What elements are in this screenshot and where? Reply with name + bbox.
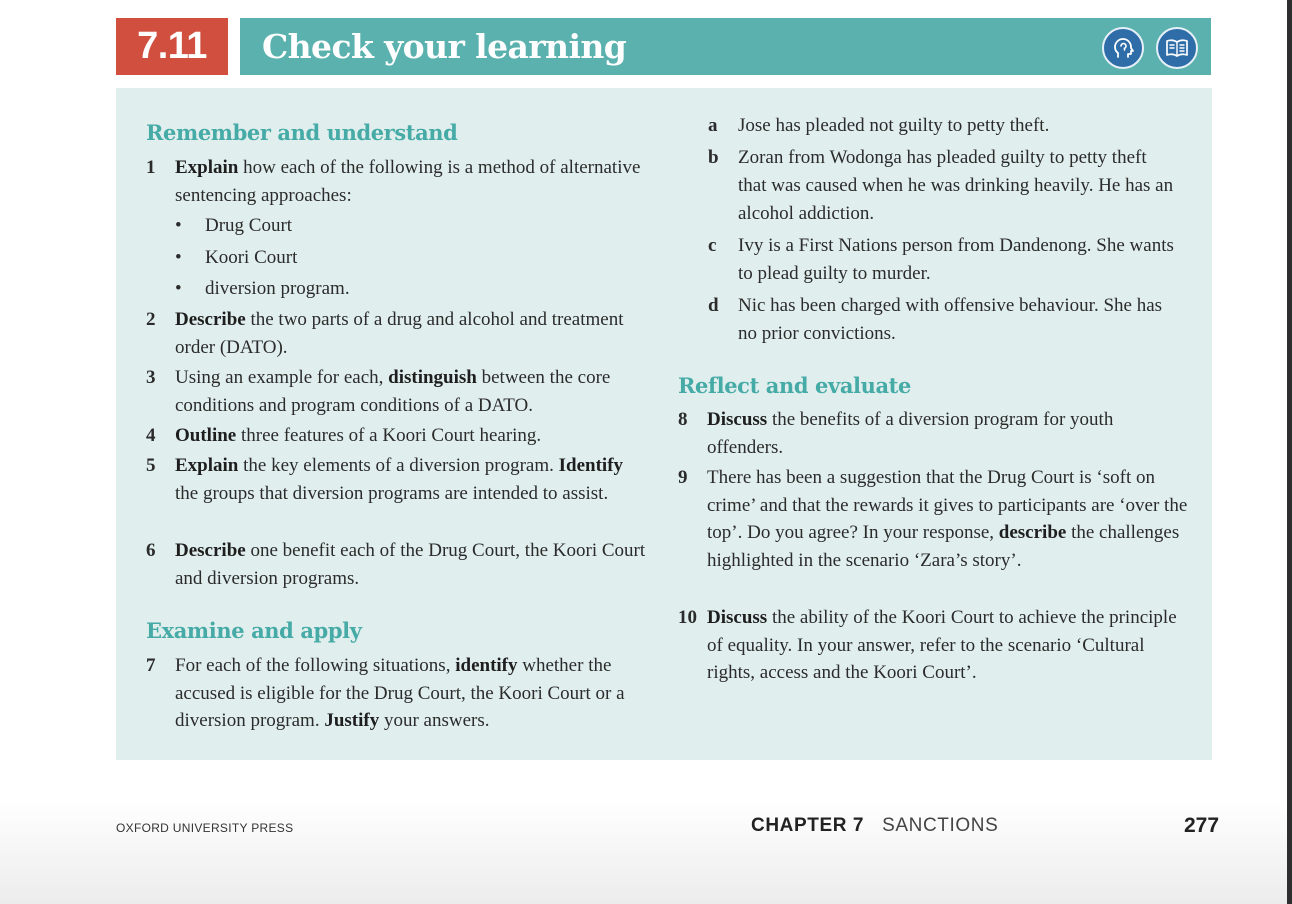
question-number: 5	[146, 455, 156, 476]
option-c	[708, 232, 1178, 288]
heading-reflect: Reflect and evaluate	[678, 373, 911, 398]
option-text: Jose has pleaded not guilty to petty theft.	[738, 115, 1050, 136]
questions-panel	[116, 88, 1212, 760]
bullet-glyph: •	[175, 278, 182, 299]
question-1	[146, 154, 646, 209]
bullet-item	[175, 275, 350, 302]
question-6	[146, 537, 646, 592]
keyword: Justify	[324, 710, 380, 731]
chapter-title: SANCTIONS	[882, 815, 999, 836]
viewer-edge	[1287, 0, 1292, 904]
heading-examine: Examine and apply	[146, 618, 362, 643]
keyword: distinguish	[388, 367, 477, 388]
question-number: 4	[146, 425, 156, 446]
page-title: Check your learning	[262, 27, 627, 66]
open-book-icon	[1156, 27, 1198, 69]
bullet-text: Drug Court	[205, 215, 293, 236]
question-3	[146, 364, 646, 419]
question-number: 3	[146, 367, 156, 388]
option-text: Nic has been charged with offensive behaviour. She has no prior convictions.	[738, 295, 1163, 344]
question-7	[146, 652, 646, 735]
question-number: 2	[146, 309, 156, 330]
question-text: your answers.	[379, 710, 490, 731]
keyword: Identify	[558, 455, 624, 476]
question-4	[146, 422, 646, 450]
keyword: describe	[998, 522, 1067, 543]
question-9	[678, 464, 1188, 574]
bullet-glyph: •	[175, 215, 182, 236]
heading-remember: Remember and understand	[146, 120, 458, 145]
question-text: one benefit each of the Drug Court, the Koori Court and diversion programs.	[175, 540, 646, 589]
option-b	[708, 144, 1178, 228]
option-text: Ivy is a First Nations person from Dandenong. She wants to plead guilty to murder.	[738, 235, 1174, 284]
option-text: Zoran from Wodonga has pleaded guilty to petty theft that was caused when he was drinking heavily. He has an alcohol addiction.	[738, 147, 1174, 224]
option-letter: d	[708, 295, 719, 316]
question-2	[146, 306, 646, 361]
question-text: the key elements of a diversion program.	[238, 455, 559, 476]
chapter-number: CHAPTER 7	[751, 815, 865, 836]
title-bar	[240, 18, 1211, 75]
question-text: how each of the following is a method of alternative sentencing approaches:	[175, 157, 641, 206]
question-number: 8	[678, 409, 688, 430]
option-letter: c	[708, 235, 717, 256]
chapter-label	[751, 815, 998, 837]
keyword: Explain	[175, 157, 239, 178]
question-text: between the core conditions and program conditions of a DATO.	[175, 367, 611, 416]
publisher-name: OXFORD UNIVERSITY PRESS	[116, 821, 294, 835]
question-text: Using an example for each,	[175, 367, 389, 388]
question-text: whether the accused is eligible for the Drug Court, the Koori Court or a diversion program.	[175, 655, 625, 731]
keyword: Discuss	[707, 607, 768, 628]
question-number: 9	[678, 467, 688, 488]
option-letter: a	[708, 115, 718, 136]
question-10	[678, 604, 1188, 687]
bullet-text: diversion program.	[205, 278, 350, 299]
question-text: For each of the following situations,	[175, 655, 456, 676]
question-text: the two parts of a drug and alcohol and treatment order (DATO).	[175, 309, 624, 358]
keyword: Discuss	[707, 409, 768, 430]
question-text: the challenges highlighted in the scenario ‘Zara’s story’.	[707, 522, 1180, 571]
head-thinking-icon	[1102, 27, 1144, 69]
option-a	[708, 112, 1178, 140]
page-number: 277	[1184, 814, 1220, 837]
question-text: three features of a Koori Court hearing.	[236, 425, 542, 446]
keyword: Describe	[175, 309, 246, 330]
question-text: the ability of the Koori Court to achieve the principle of equality. In your answer, refer to the scenario ‘Cultural rights, access and the Koori Court’.	[707, 607, 1177, 683]
bullet-item	[175, 244, 297, 271]
question-5	[146, 452, 646, 507]
question-text: There has been a suggestion that the Drug Court is ‘soft on crime’ and that the rewards it gives to participants are ‘over the top’. Do you agree? In your response,	[707, 467, 1188, 543]
bullet-item	[175, 212, 292, 239]
question-number: 1	[146, 157, 156, 178]
section-number: 7.11	[116, 18, 228, 75]
keyword: Outline	[175, 425, 237, 446]
question-number: 10	[678, 607, 697, 628]
option-letter: b	[708, 147, 719, 168]
bullet-text: Koori Court	[205, 247, 298, 268]
bullet-glyph: •	[175, 247, 182, 268]
question-8	[678, 406, 1188, 461]
question-text: the benefits of a diversion program for youth offenders.	[707, 409, 1114, 458]
keyword: identify	[455, 655, 518, 676]
question-number: 7	[146, 655, 156, 676]
keyword: Describe	[175, 540, 246, 561]
question-number: 6	[146, 540, 156, 561]
option-d	[708, 292, 1178, 348]
keyword: Explain	[175, 455, 239, 476]
question-text: the groups that diversion programs are intended to assist.	[175, 482, 609, 504]
